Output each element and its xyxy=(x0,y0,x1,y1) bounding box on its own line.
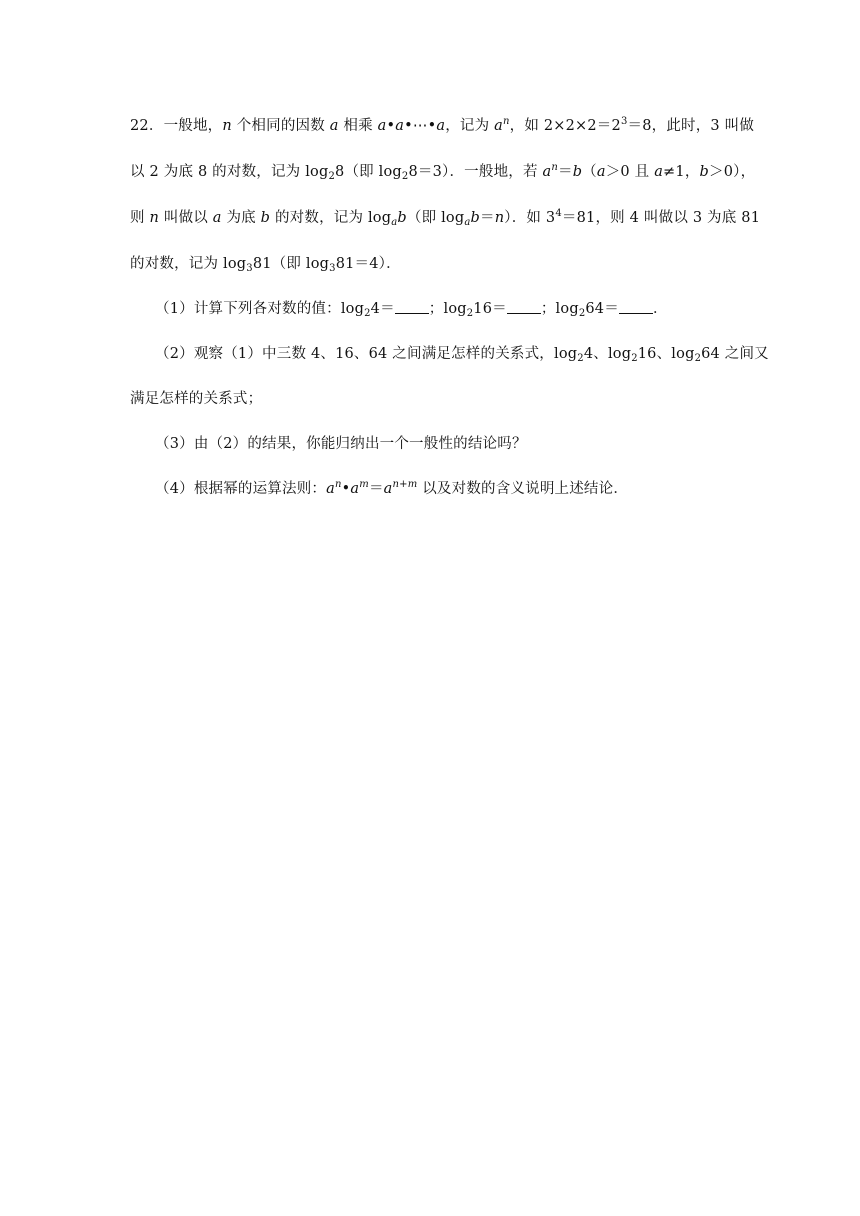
problem-line-4: 的对数，记为 $\log_381$（即 $\log_381=4$）． xyxy=(130,256,401,274)
problem-number: 22． xyxy=(130,118,164,134)
problem-line-1: 22．一般地，n 个相同的因数 a 相乘 a•a•⋯•a，记为 $a^n$，如 $2\times 2\times 2=2^3=8$，此时，3 叫做 xyxy=(130,116,755,134)
question-2-line-2: 满足怎样的关系式； xyxy=(130,391,263,407)
problem-line-3: 则 n 叫做以 a 为底 b 的对数，记为 $\log_ab$（即 $\log_ab=n$）．如 $3^4=81$，则 4 叫做以 3 为底 81 xyxy=(130,208,761,228)
question-1: （1）计算下列各对数的值：$\log_24=$ ；$\log_216=$ ；$\log_264=$ ． xyxy=(155,301,668,319)
question-2-line-1: （2）观察（1）中三数 4、16、64 之间满足怎样的关系式，$\log_24$、$\log_216$、$\log_264$ 之间又 xyxy=(155,346,769,364)
question-4: （4）根据幂的运算法则：$a^n•a^m=a^{n+m}$ 以及对数的含义说明上述结论． xyxy=(155,479,629,497)
problem-line-2: 以 2 为底 8 的对数，记为 $\log_28$（即 $\log_28=3$）．一般地，若 $a^n=b(a>0$ 且 a≠1，b＞0）， xyxy=(130,162,756,182)
answer-blank-1[interactable] xyxy=(395,301,429,314)
answer-blank-2[interactable] xyxy=(507,301,541,314)
answer-blank-3[interactable] xyxy=(619,301,653,314)
question-3: （3）由（2）的结果，你能归纳出一个一般性的结论吗？ xyxy=(155,436,527,452)
